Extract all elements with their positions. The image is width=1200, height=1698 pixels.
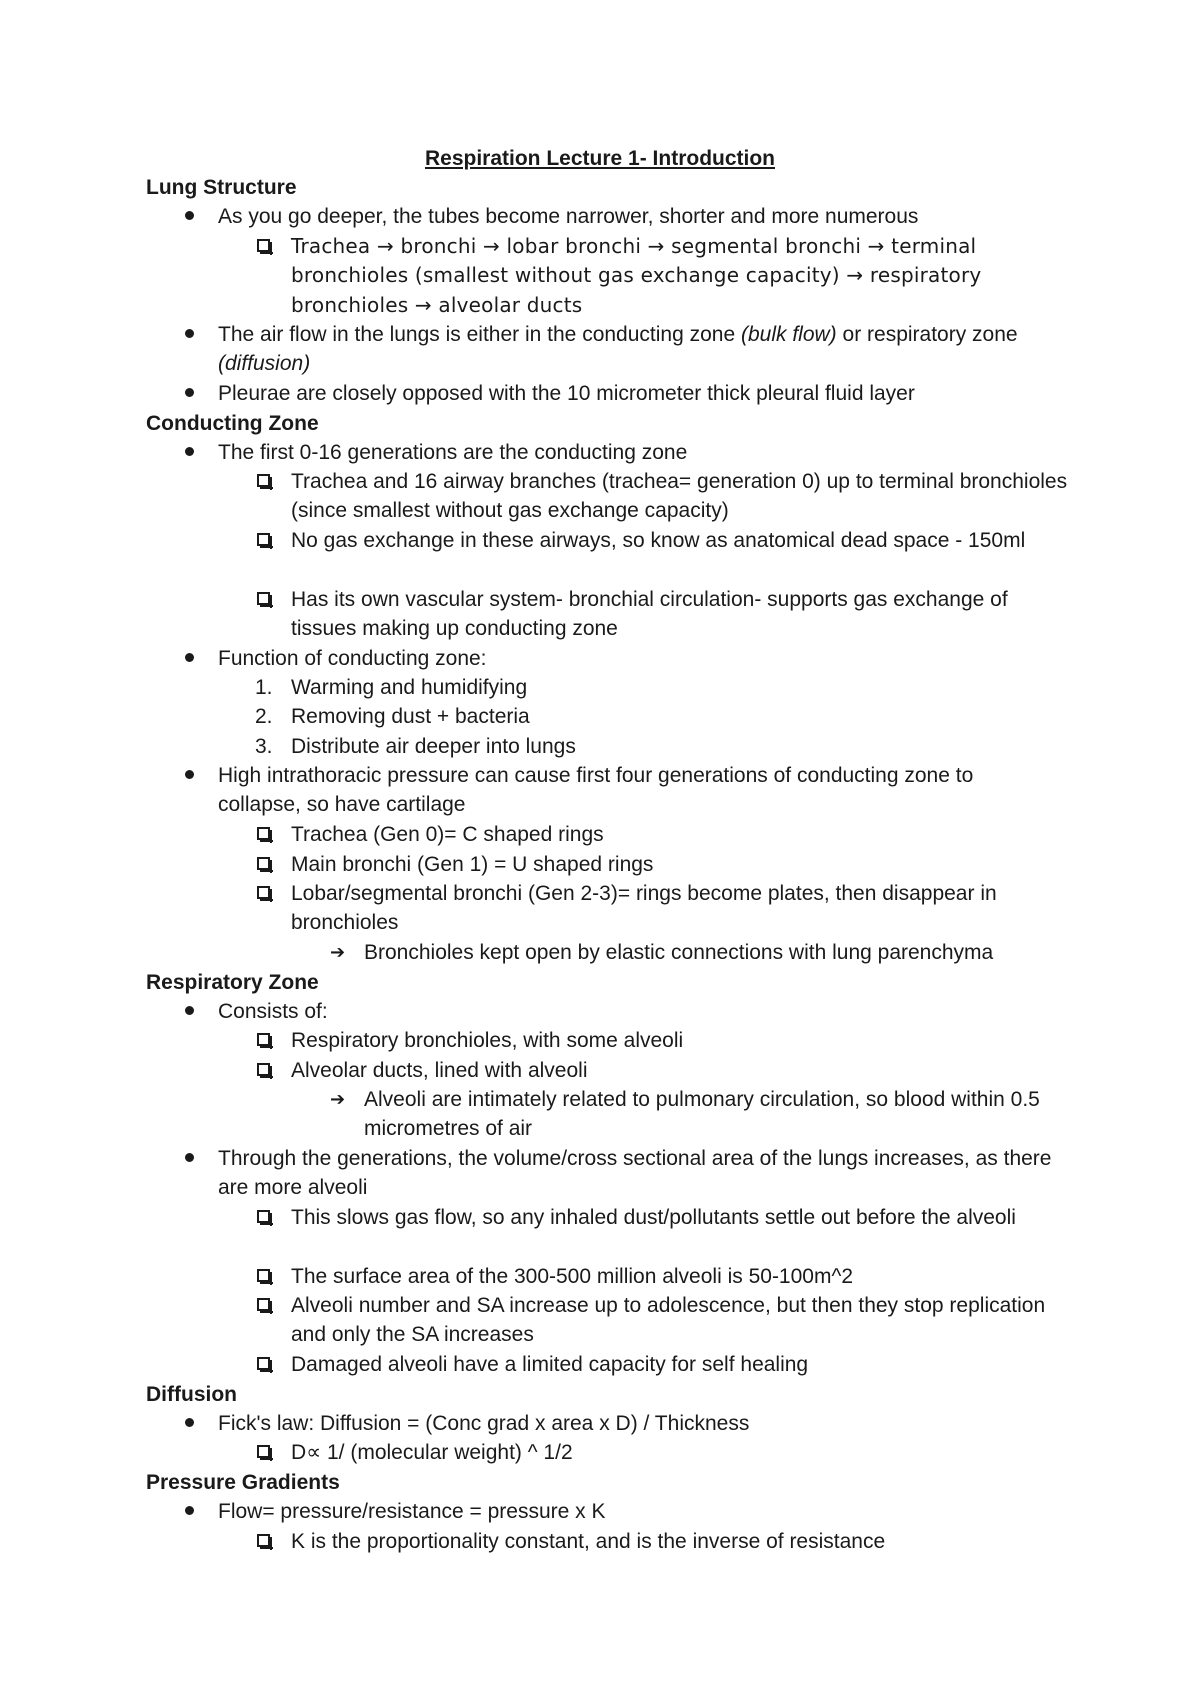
list-item: This slows gas flow, so any inhaled dust/pollutants settle out before the alveoli — [291, 1203, 1071, 1232]
checkbox-icon — [257, 857, 270, 870]
heading-diffusion: Diffusion — [146, 1383, 237, 1406]
list-item: Function of conducting zone: — [218, 644, 1058, 673]
arrow-icon: ➔ — [330, 942, 346, 962]
bullet-icon — [185, 1153, 194, 1162]
list-item: Trachea and 16 airway branches (trachea= generation 0) up to terminal bronchioles (since smallest without gas exchange capacity) — [291, 467, 1071, 526]
list-item: Damaged alveoli have a limited capacity for self healing — [291, 1350, 1071, 1379]
checkbox-icon — [257, 1534, 270, 1547]
bullet-icon — [185, 388, 194, 397]
checkbox-icon — [257, 827, 270, 840]
list-item: Fick's law: Diffusion = (Conc grad x area x D) / Thickness — [218, 1409, 1058, 1438]
checkbox-icon — [257, 1063, 270, 1076]
numbered-item: 1. Warming and humidifying — [291, 673, 1071, 702]
list-item: Flow= pressure/resistance = pressure x K — [218, 1497, 1058, 1526]
bullet-icon — [185, 447, 194, 456]
list-item: Lobar/segmental bronchi (Gen 2-3)= rings become plates, then disappear in bronchioles — [291, 879, 1071, 938]
checkbox-icon — [257, 1033, 270, 1046]
page-title: Respiration Lecture 1- Introduction — [424, 147, 776, 170]
list-item: D∝ 1/ (molecular weight) ^ 1/2 — [291, 1438, 1071, 1467]
bullet-icon — [185, 329, 194, 338]
list-item: Has its own vascular system- bronchial circulation- supports gas exchange of tissues making up conducting zone — [291, 585, 1071, 644]
numbered-item: 2. Removing dust + bacteria — [291, 702, 1071, 731]
checkbox-icon — [257, 886, 270, 899]
list-item: ➔ Alveoli are intimately related to pulmonary circulation, so blood within 0.5 micrometres of air — [364, 1085, 1069, 1144]
checkbox-icon — [257, 1298, 270, 1311]
checkbox-icon — [257, 1357, 270, 1370]
list-item: Alveolar ducts, lined with alveoli — [291, 1056, 1071, 1085]
list-item: Through the generations, the volume/cross sectional area of the lungs increases, as there are more alveoli — [218, 1144, 1058, 1203]
list-item: Trachea (Gen 0)= C shaped rings — [291, 820, 1071, 849]
list-item: K is the proportionality constant, and is the inverse of resistance — [291, 1527, 1071, 1556]
list-item: The air flow in the lungs is either in the conducting zone (bulk flow) or respiratory zone (diffusion) — [218, 320, 1058, 379]
numbered-item: 3. Distribute air deeper into lungs — [291, 732, 1071, 761]
list-item: Consists of: — [218, 997, 1058, 1026]
heading-conducting-zone: Conducting Zone — [146, 412, 319, 435]
arrow-icon: ➔ — [330, 1089, 346, 1109]
list-item: ➔ Bronchioles kept open by elastic connections with lung parenchyma — [364, 938, 1069, 967]
checkbox-icon — [257, 239, 270, 252]
bullet-icon — [185, 1006, 194, 1015]
list-item: Trachea → bronchi → lobar bronchi → segmental bronchi → terminal bronchioles (smallest without gas exchange capacity) → respiratory bronchioles → alveolar ducts — [291, 232, 1071, 320]
list-item: Main bronchi (Gen 1) = U shaped rings — [291, 850, 1071, 879]
checkbox-icon — [257, 1445, 270, 1458]
list-item: Respiratory bronchioles, with some alveoli — [291, 1026, 1071, 1055]
list-number: 3. — [255, 735, 273, 758]
checkbox-icon — [257, 1210, 270, 1223]
list-item: Alveoli number and SA increase up to adolescence, but then they stop replication and only the SA increases — [291, 1291, 1071, 1350]
checkbox-icon — [257, 592, 270, 605]
bullet-icon — [185, 211, 194, 220]
list-item: As you go deeper, the tubes become narrower, shorter and more numerous — [218, 202, 1058, 231]
bullet-icon — [185, 1506, 194, 1515]
bullet-icon — [185, 653, 194, 662]
list-item: High intrathoracic pressure can cause first four generations of conducting zone to collapse, so have cartilage — [218, 761, 1058, 820]
heading-respiratory-zone: Respiratory Zone — [146, 971, 319, 994]
bullet-icon — [185, 1418, 194, 1427]
heading-pressure-gradients: Pressure Gradients — [146, 1471, 340, 1494]
checkbox-icon — [257, 1269, 270, 1282]
list-item: Pleurae are closely opposed with the 10 micrometer thick pleural fluid layer — [218, 379, 1058, 408]
checkbox-icon — [257, 474, 270, 487]
list-number: 1. — [255, 676, 273, 699]
list-item: The first 0-16 generations are the conducting zone — [218, 438, 1058, 467]
list-number: 2. — [255, 705, 273, 728]
heading-lung-structure: Lung Structure — [146, 176, 297, 199]
checkbox-icon — [257, 533, 270, 546]
list-item: No gas exchange in these airways, so know as anatomical dead space - 150ml — [291, 526, 1071, 555]
bullet-icon — [185, 770, 194, 779]
list-item: The surface area of the 300-500 million alveoli is 50-100m^2 — [291, 1262, 1071, 1291]
